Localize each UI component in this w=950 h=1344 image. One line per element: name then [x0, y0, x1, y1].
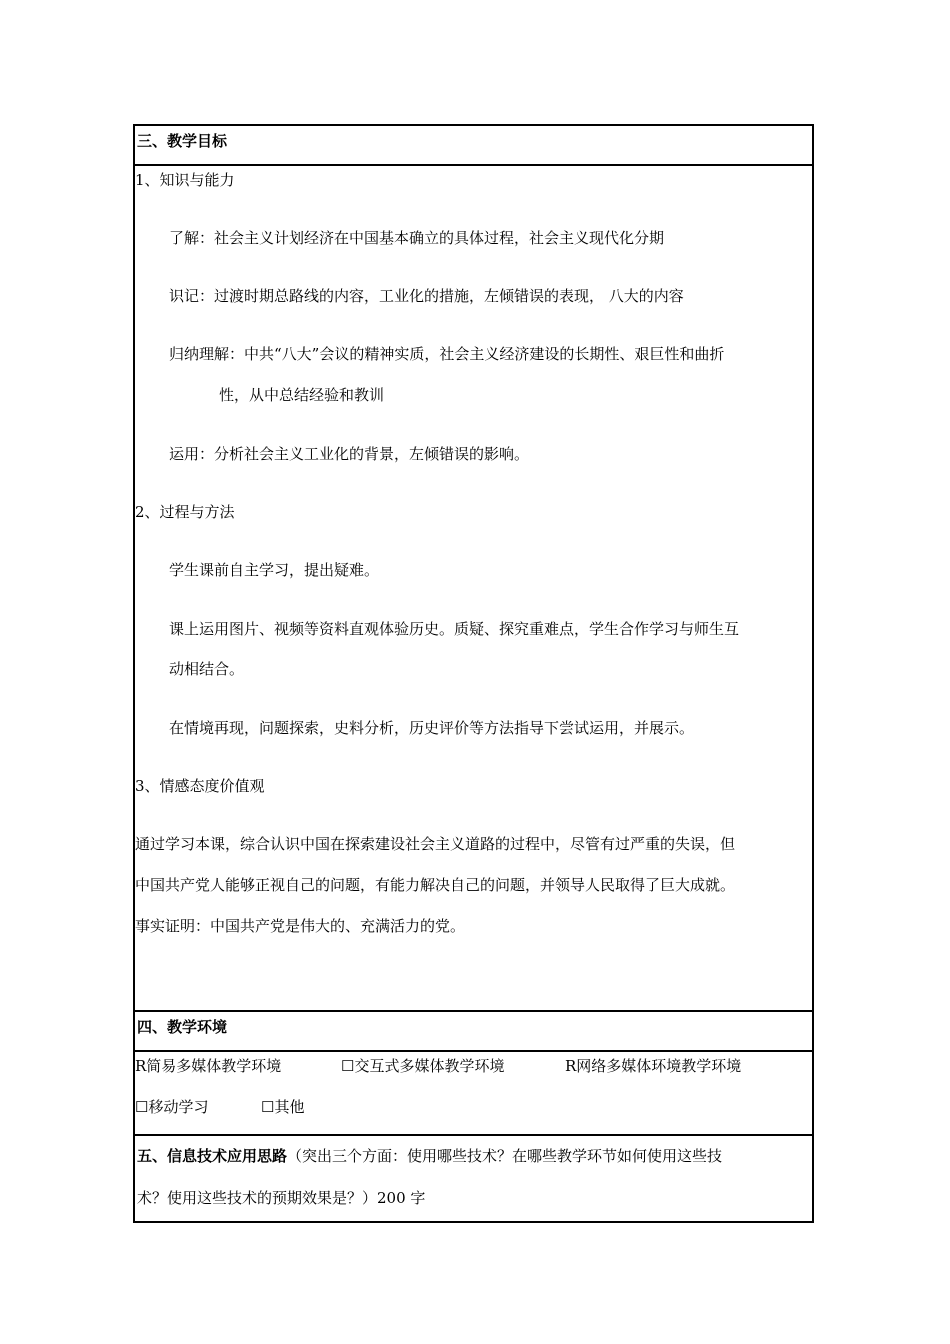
section4-title: 四、教学环境 [137, 1018, 228, 1036]
process-p3: 在情境再现，问题探索，史料分析，历史评价等方法指导下尝试运用，并展示。 [169, 719, 695, 737]
section4-header [135, 1012, 812, 1052]
values-heading: 3、情感态度价值观 [135, 777, 265, 795]
knowledge-apply: 运用：分析社会主义工业化的背景，左倾错误的影响。 [169, 445, 530, 463]
process-heading: 2、过程与方法 [135, 503, 235, 521]
section4-body [135, 1052, 812, 1136]
values-line2: 中国共产党人能够正视自己的问题，有能力解决自己的问题，并领导人民取得了巨大成就。 [135, 876, 736, 894]
env-option-network-mark: R [565, 1057, 577, 1075]
lesson-plan-table [133, 124, 814, 1223]
process-p2-line1: 课上运用图片、视频等资料直观体验历史。质疑、探究重难点，学生合作学习与师生互 [169, 620, 740, 638]
values-line3: 事实证明：中国共产党是伟大的、充满活力的党。 [135, 917, 466, 935]
env-option-network[interactable] [565, 1056, 741, 1076]
section5-title-bold: 五、信息技术应用思路 [137, 1147, 288, 1165]
env-option-mobile-label: 移动学习 [148, 1098, 209, 1116]
section5 [135, 1136, 812, 1221]
env-option-mobile-mark: ☐ [135, 1098, 149, 1116]
env-option-simple[interactable] [135, 1056, 281, 1076]
env-option-simple-mark: R [135, 1057, 147, 1075]
section3-body [135, 166, 812, 1012]
knowledge-memorize: 识记：过渡时期总路线的内容，工业化的措施，左倾错误的表现， 八大的内容 [169, 287, 684, 305]
env-option-interactive-label: 交互式多媒体教学环境 [354, 1057, 505, 1075]
env-option-other[interactable] [261, 1097, 304, 1117]
env-option-mobile[interactable] [135, 1097, 208, 1117]
env-option-simple-label: 简易多媒体教学环境 [146, 1057, 282, 1075]
env-option-network-label: 网络多媒体环境教学环境 [576, 1057, 742, 1075]
section3-title: 三、教学目标 [137, 132, 228, 150]
process-p2-line2: 动相结合。 [169, 660, 245, 678]
env-option-interactive[interactable] [341, 1056, 504, 1076]
section5-title-line1 [137, 1146, 722, 1166]
env-option-interactive-mark: ☐ [341, 1057, 355, 1075]
env-option-other-mark: ☐ [261, 1098, 275, 1116]
section5-title-line2: 术？使用这些技术的预期效果是？）200 字 [137, 1189, 426, 1207]
values-line1: 通过学习本课，综合认识中国在探索建设社会主义道路的过程中，尽管有过严重的失误，但 [135, 835, 736, 853]
section5-title-rest: （突出三个方面：使用哪些技术？在哪些教学环节如何使用这些技 [287, 1147, 723, 1165]
env-option-other-label: 其他 [274, 1098, 305, 1116]
process-p1: 学生课前自主学习，提出疑难。 [169, 561, 380, 579]
knowledge-summarize-line2: 性，从中总结经验和教训 [219, 386, 385, 404]
knowledge-heading: 1、知识与能力 [135, 171, 235, 189]
knowledge-summarize-line1: 归纳理解：中共“八大”会议的精神实质，社会主义经济建设的长期性、艰巨性和曲折 [169, 345, 725, 363]
section3-header [135, 126, 812, 166]
knowledge-understand: 了解：社会主义计划经济在中国基本确立的具体过程，社会主义现代化分期 [169, 229, 665, 247]
